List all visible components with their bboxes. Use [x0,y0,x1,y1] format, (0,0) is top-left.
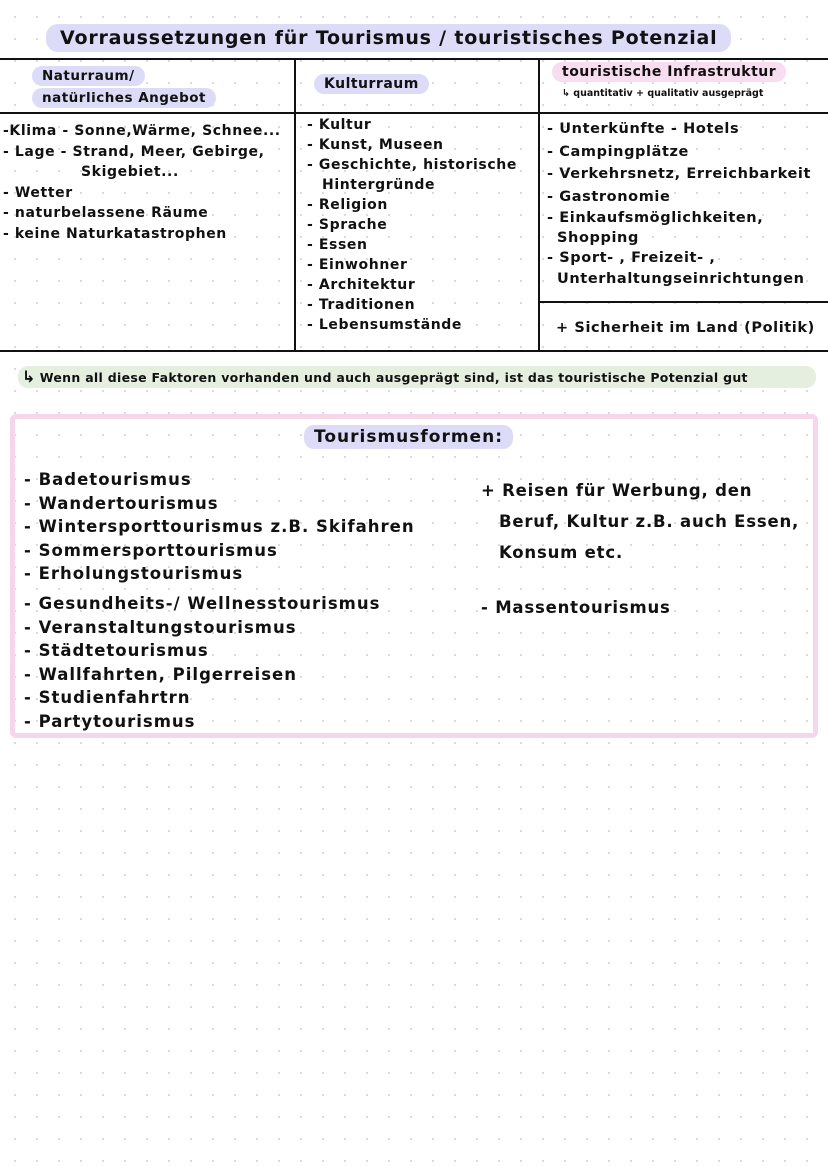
list-item: - Verkehrsnetz, Erreichbarkeit [547,166,811,182]
list-item: - Gastronomie [547,188,671,205]
table-top-border [0,58,828,60]
page-title: Vorraussetzungen für Tourismus / touristisches Potenzial [46,24,731,52]
list-item: - Geschichte, historische [307,157,517,173]
list-item: - Religion [307,197,388,213]
extra-line: Konsum etc. [499,543,624,562]
column-divider-2 [538,58,540,352]
note-text: Wenn all diese Faktoren vorhanden und auch ausgeprägt sind, ist das touristische Potenzial gut [39,370,748,385]
list-item: - Veranstaltungstourismus [24,617,297,637]
infrastructure-heading [552,62,786,104]
list-item: - Sport- , Freizeit- , [547,250,716,266]
list-item: Shopping [557,230,639,246]
list-item: - Wintersporttourismus z.B. Skifahren [24,517,415,537]
infrastructure-list [547,118,811,290]
culture-heading [314,76,429,92]
list-item: - Wetter [3,184,73,201]
list-item: - Wallfahrten, Pilgerreisen [24,664,297,684]
list-item: Skigebiet... [81,164,179,180]
list-item: - Lage - Strand, Meer, Gebirge, [3,143,265,160]
list-item: - Sprache [307,217,388,233]
potential-note [18,366,816,388]
nature-heading-line2: natürliches Angebot [32,88,216,108]
list-item: - Kunst, Museen [307,137,444,153]
infrastructure-heading-label: touristische Infrastruktur [552,62,786,82]
list-item: - keine Naturkatastrophen [3,225,227,242]
turn-arrow-icon: ↳ [22,367,36,386]
list-item: - Unterkünfte - Hotels [547,121,740,137]
table-header-divider [0,112,828,114]
list-item: - Wandertourismus [24,493,219,513]
culture-list [307,115,517,335]
nature-heading [32,65,216,109]
list-item: -Klima - Sonne,Wärme, Schnee... [3,123,281,139]
tourism-forms-extra [481,475,799,568]
mass-tourism: - Massentourismus [481,598,671,617]
table-bottom-border [0,350,828,352]
list-item: - Einkaufsmöglichkeiten, [547,210,764,226]
culture-heading-label: Kulturraum [314,74,429,94]
list-item: - Architektur [307,277,416,293]
list-item: Unterhaltungseinrichtungen [557,271,805,287]
tourism-forms-title: Tourismusformen: [304,425,513,449]
infrastructure-divider [539,301,828,303]
column-divider-1 [294,58,296,352]
infrastructure-extra: + Sicherheit im Land (Politik) [556,320,815,336]
list-item: - Essen [307,237,368,253]
list-item: - Erholungstourismus [24,564,244,584]
list-item: - Einwohner [307,257,408,273]
list-item: Hintergründe [322,177,436,193]
list-item: - naturbelassene Räume [3,205,209,221]
list-item: - Gesundheits-/ Wellnesstourismus [24,593,381,613]
list-item: - Campingplätze [547,143,689,160]
extra-line: + Reisen für Werbung, den [481,481,753,500]
list-item: - Badetourismus [24,470,192,489]
tourism-forms-list [24,468,415,734]
list-item: - Studienfahrtrn [24,688,191,708]
nature-list [3,121,281,244]
nature-heading-line1: Naturraum/ [32,66,145,86]
list-item: - Traditionen [307,297,416,313]
extra-line: Beruf, Kultur z.B. auch Essen, [499,512,800,531]
infrastructure-subheading: ↳ quantitativ + qualitativ ausgeprägt [562,88,764,99]
list-item: - Kultur [307,117,372,133]
list-item: - Städtetourismus [24,641,209,661]
list-item: - Sommersporttourismus [24,540,278,560]
list-item: - Lebensumstände [307,317,463,333]
list-item: - Partytourismus [24,711,196,731]
